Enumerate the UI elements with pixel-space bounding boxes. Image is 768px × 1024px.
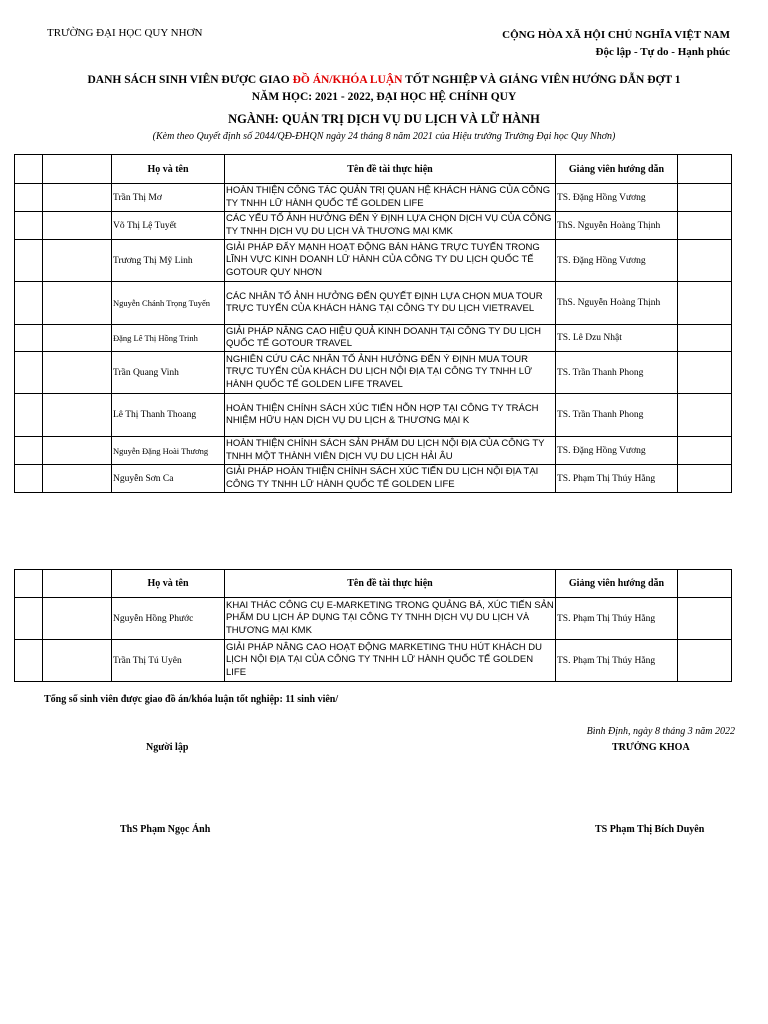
row-cell-empty-2	[43, 184, 112, 212]
thesis-topic: GIẢI PHÁP NÂNG CAO HIỆU QUẢ KINH DOANH TẠI CÔNG TY DU LỊCH QUỐC TẾ GOTOUR TRAVEL	[225, 325, 556, 352]
header-topic: Tên đề tài thực hiện	[225, 570, 556, 598]
student-table-1	[14, 154, 732, 493]
table-row	[15, 240, 732, 282]
student-name: Nguyễn Sơn Ca	[112, 465, 225, 493]
advisor-name: TS. Đặng Hồng Vương	[556, 437, 678, 465]
row-cell-empty-3	[678, 240, 732, 282]
student-name: Trương Thị Mỹ Linh	[112, 240, 225, 282]
advisor-name: TS. Trần Thanh Phong	[556, 394, 678, 437]
row-cell-empty-2	[43, 437, 112, 465]
thesis-topic: KHAI THÁC CÔNG CỤ E-MARKETING TRONG QUẢNG BÁ, XÚC TIẾN SẢN PHẨM DU LỊCH ÁP DỤNG TẠI CÔNG TY TNHH DỊCH VỤ DU LỊCH VÀ THƯƠNG MẠI KMK	[225, 598, 556, 640]
advisor-name: TS. Đặng Hồng Vương	[556, 184, 678, 212]
row-cell-empty-1	[15, 598, 43, 640]
row-cell-empty-2	[43, 212, 112, 240]
preparer-name: ThS Phạm Ngọc Ánh	[120, 824, 211, 835]
student-name: Lê Thị Thanh Thoang	[112, 394, 225, 437]
title-prefix: DANH SÁCH SINH VIÊN ĐƯỢC GIAO	[87, 74, 293, 86]
header-cell-empty-1	[15, 570, 43, 598]
table-row	[15, 212, 732, 240]
row-cell-empty-3	[678, 598, 732, 640]
student-table-2	[14, 569, 732, 682]
major-title: NGÀNH: QUẢN TRỊ DỊCH VỤ DU LỊCH VÀ LỮ HÀNH	[228, 112, 540, 126]
row-cell-empty-3	[678, 394, 732, 437]
advisor-name: ThS. Nguyễn Hoàng Thịnh	[556, 282, 678, 325]
advisor-name: TS. Phạm Thị Thúy Hằng	[556, 640, 678, 682]
row-cell-empty-3	[678, 282, 732, 325]
row-cell-empty-2	[43, 325, 112, 352]
student-name: Đặng Lê Thị Hồng Trinh	[112, 325, 225, 352]
header-advisor: Giảng viên hướng dẫn	[556, 570, 678, 598]
thesis-topic: GIẢI PHÁP HOÀN THIỆN CHÍNH SÁCH XÚC TIẾN DU LỊCH NỘI ĐỊA TẠI CÔNG TY TNHH LỮ HÀNH QUỐC TẾ GOLDEN LIFE	[225, 465, 556, 493]
row-cell-empty-3	[678, 325, 732, 352]
dean-name: TS Phạm Thị Bích Duyên	[595, 824, 705, 835]
student-name: Trần Thị Mơ	[112, 184, 225, 212]
student-name: Trần Quang Vinh	[112, 352, 225, 394]
row-cell-empty-1	[15, 282, 43, 325]
row-cell-empty-1	[15, 465, 43, 493]
title-suffix: TỐT NGHIỆP VÀ GIẢNG VIÊN HƯỚNG DẪN ĐỢT 1	[402, 74, 681, 86]
title-highlight: ĐỒ ÁN/KHÓA LUẬN	[292, 74, 403, 86]
table-row	[15, 325, 732, 352]
header-name: Họ và tên	[112, 570, 225, 598]
table-header-row	[15, 570, 732, 598]
advisor-name: ThS. Nguyễn Hoàng Thịnh	[556, 212, 678, 240]
place-date: Bình Định, ngày 8 tháng 3 năm 2022	[586, 726, 735, 737]
table-row	[15, 282, 732, 325]
school-name: TRƯỜNG ĐẠI HỌC QUY NHƠN	[47, 27, 203, 39]
row-cell-empty-2	[43, 352, 112, 394]
row-cell-empty-2	[43, 240, 112, 282]
row-cell-empty-3	[678, 640, 732, 682]
thesis-topic: HOÀN THIỆN CHÍNH SÁCH SẢN PHẨM DU LỊCH NỘI ĐỊA CỦA CÔNG TY TNHH MỘT THÀNH VIÊN DỊCH VỤ DU LỊCH HẢI ÂU	[225, 437, 556, 465]
row-cell-empty-3	[678, 437, 732, 465]
table-row	[15, 184, 732, 212]
row-cell-empty-1	[15, 352, 43, 394]
row-cell-empty-3	[678, 465, 732, 493]
thesis-topic: NGHIÊN CỨU CÁC NHÂN TỐ ẢNH HƯỞNG ĐẾN Ý ĐỊNH MUA TOUR TRỰC TUYẾN CỦA KHÁCH DU LỊCH NỘI ĐỊA TẠI CÔNG TY TNHH LỮ HÀNH QUỐC TẾ GOLDEN LIFE TRAVEL	[225, 352, 556, 394]
row-cell-empty-2	[43, 598, 112, 640]
country-name: CỘNG HÒA XÃ HỘI CHỦ NGHĨA VIỆT NAM	[502, 29, 730, 41]
header-cell-empty-2	[43, 570, 112, 598]
table-row	[15, 437, 732, 465]
row-cell-empty-1	[15, 184, 43, 212]
dean-title: TRƯỞNG KHOA	[612, 742, 690, 753]
advisor-name: TS. Trần Thanh Phong	[556, 352, 678, 394]
row-cell-empty-3	[678, 212, 732, 240]
thesis-topic: GIẢI PHÁP NÂNG CAO HOẠT ĐỘNG MARKETING THU HÚT KHÁCH DU LỊCH NỘI ĐỊA TẠI CỦA CÔNG TY TNHH LỮ HÀNH QUỐC TẾ GOLDEN LIFE	[225, 640, 556, 682]
decision-note: (Kèm theo Quyết định số 2044/QĐ-ĐHQN ngày 24 tháng 8 năm 2021 của Hiệu trưởng Trường Đại học Quy Nhơn)	[152, 131, 616, 142]
advisor-name: TS. Lê Dzu Nhật	[556, 325, 678, 352]
table-row	[15, 352, 732, 394]
header-cell-empty-1	[15, 155, 43, 184]
row-cell-empty-3	[678, 352, 732, 394]
row-cell-empty-1	[15, 394, 43, 437]
national-header	[470, 27, 730, 61]
row-cell-empty-1	[15, 240, 43, 282]
header-advisor: Giảng viên hướng dẫn	[556, 155, 678, 184]
row-cell-empty-2	[43, 394, 112, 437]
row-cell-empty-2	[43, 282, 112, 325]
row-cell-empty-1	[15, 640, 43, 682]
document-title	[0, 72, 768, 106]
row-cell-empty-1	[15, 325, 43, 352]
student-name: Nguyễn Chánh Trọng Tuyến	[112, 282, 225, 325]
preparer-title: Người lập	[146, 742, 189, 753]
thesis-topic: HOÀN THIỆN CHÍNH SÁCH XÚC TIẾN HỖN HỢP TẠI CÔNG TY TRÁCH NHIỆM HỮU HẠN DỊCH VỤ DU LỊCH & THƯƠNG MẠI K	[225, 394, 556, 437]
header-topic: Tên đề tài thực hiện	[225, 155, 556, 184]
student-name: Nguyễn Đặng Hoài Thương	[112, 437, 225, 465]
thesis-topic: CÁC NHÂN TỐ ẢNH HƯỞNG ĐẾN QUYẾT ĐỊNH LỰA CHỌN MUA TOUR TRỰC TUYẾN CỦA KHÁCH HÀNG TẠI CÔNG TY DU LỊCH VIETRAVEL	[225, 282, 556, 325]
student-name: Trần Thị Tú Uyên	[112, 640, 225, 682]
row-cell-empty-2	[43, 465, 112, 493]
student-name: Võ Thị Lệ Tuyết	[112, 212, 225, 240]
advisor-name: TS. Đặng Hồng Vương	[556, 240, 678, 282]
advisor-name: TS. Phạm Thị Thúy Hằng	[556, 598, 678, 640]
row-cell-empty-2	[43, 640, 112, 682]
row-cell-empty-1	[15, 437, 43, 465]
table-row	[15, 465, 732, 493]
thesis-topic: GIẢI PHÁP ĐẨY MẠNH HOẠT ĐỘNG BÁN HÀNG TRỰC TUYẾN TRONG LĨNH VỰC KINH DOANH LỮ HÀNH CỦA CÔNG TY DU LỊCH QUỐC TẾ GOTOUR QUY NHƠN	[225, 240, 556, 282]
table-row	[15, 640, 732, 682]
student-name: Nguyễn Hồng Phước	[112, 598, 225, 640]
table-header-row	[15, 155, 732, 184]
national-motto: Độc lập - Tự do - Hạnh phúc	[595, 46, 730, 58]
thesis-topic: CÁC YẾU TỐ ẢNH HƯỞNG ĐẾN Ý ĐỊNH LỰA CHỌN DỊCH VỤ CỦA CÔNG TY TNHH DỊCH VỤ DU LỊCH VÀ THƯƠNG MẠI KMK	[225, 212, 556, 240]
header-cell-empty-3	[678, 570, 732, 598]
title-line-1	[0, 72, 768, 89]
table-row	[15, 598, 732, 640]
header-cell-empty-2	[43, 155, 112, 184]
advisor-name: TS. Phạm Thị Thúy Hằng	[556, 465, 678, 493]
row-cell-empty-3	[678, 184, 732, 212]
header-cell-empty-3	[678, 155, 732, 184]
header-name: Họ và tên	[112, 155, 225, 184]
title-line-2: NĂM HỌC: 2021 - 2022, ĐẠI HỌC HỆ CHÍNH QUY	[251, 91, 517, 103]
table-row	[15, 394, 732, 437]
row-cell-empty-1	[15, 212, 43, 240]
total-students: Tổng số sinh viên được giao đồ án/khóa luận tốt nghiệp: 11 sinh viên/	[44, 694, 339, 705]
thesis-topic: HOÀN THIỆN CÔNG TÁC QUẢN TRỊ QUAN HỆ KHÁCH HÀNG CỦA CÔNG TY TNHH LỮ HÀNH QUỐC TẾ GOLDEN LIFE	[225, 184, 556, 212]
